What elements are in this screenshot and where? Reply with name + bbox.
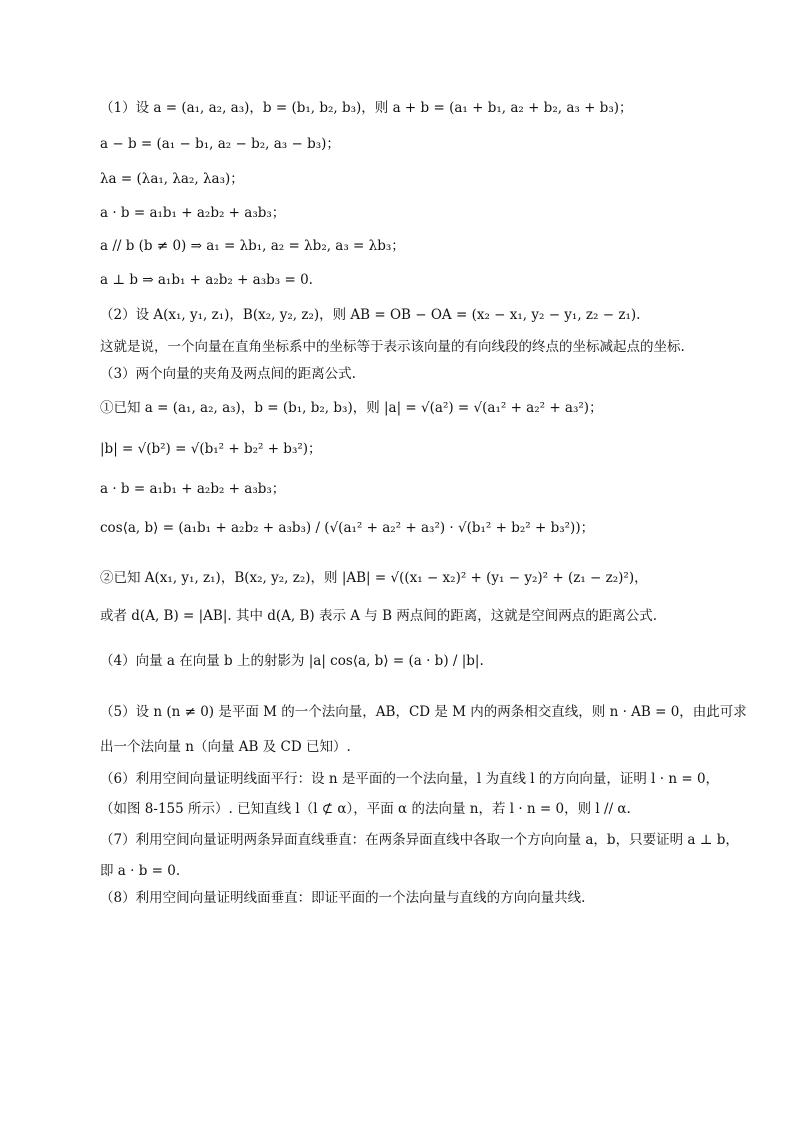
text-line-13: cos⟨a, b⟩ = (a₁b₁ + a₂b₂ + a₃b₃) / (√(a₁² + a₂² + a₃²) · √(b₁² + b₂² + b₃²))；	[100, 520, 595, 536]
text-line-21: （7）利用空间向量证明两条异面直线垂直：在两条异面直线中各取一个方向向量 a，b，只要证明 a ⊥ b，	[100, 832, 739, 848]
text-line-23: （8）利用空间向量证明线面垂直：即证平面的一个法向量与直线的方向向量共线.	[100, 890, 586, 906]
text-line-16: （4）向量 a 在向量 b 上的射影为 |a| cos⟨a, b⟩ = (a · b) / |b|.	[100, 653, 484, 669]
text-line-6: a ⊥ b ⇒ a₁b₁ + a₂b₂ + a₃b₃ = 0.	[100, 272, 313, 288]
text-line-22: 即 a · b = 0.	[100, 863, 181, 879]
text-line-5: a // b (b ≠ 0) ⇒ a₁ = λb₁, a₂ = λb₂, a₃ = λb₃；	[100, 238, 405, 254]
text-line-14: ②已知 A(x₁, y₁, z₁)，B(x₂, y₂, z₂)，则 |AB| = √((x₁ − x₂)² + (y₁ − y₂)² + (z₁ − z₂)²)，	[100, 570, 648, 586]
text-line-12: a · b = a₁b₁ + a₂b₂ + a₃b₃；	[100, 481, 286, 497]
text-line-7: （2）设 A(x₁, y₁, z₁)，B(x₂, y₂, z₂)，则 AB = OB − OA = (x₂ − x₁, y₂ − y₁, z₂ − z₁).	[100, 307, 641, 323]
text-line-19: （6）利用空间向量证明线面平行：设 n 是平面的一个法向量，l 为直线 l 的方向向量，证明 l · n = 0，	[100, 771, 720, 787]
text-line-1: （1）设 a = (a₁, a₂, a₃)，b = (b₁, b₂, b₃)，则 a + b = (a₁ + b₁, a₂ + b₂, a₃ + b₃)；	[100, 100, 633, 116]
text-line-10: ①已知 a = (a₁, a₂, a₃)，b = (b₁, b₂, b₃)，则 |a| = √(a²) = √(a₁² + a₂² + a₃²)；	[100, 400, 603, 416]
text-line-8: 这就是说，一个向量在直角坐标系中的坐标等于表示该向量的有向线段的终点的坐标减起点的坐标.	[100, 339, 685, 355]
text-line-15: 或者 d(A, B) = |AB|. 其中 d(A, B) 表示 A 与 B 两点间的距离，这就是空间两点的距离公式.	[100, 608, 658, 624]
text-line-11: |b| = √(b²) = √(b₁² + b₂² + b₃²)；	[100, 441, 322, 457]
text-line-9: （3）两个向量的夹角及两点间的距离公式.	[100, 366, 356, 382]
text-line-2: a − b = (a₁ − b₁, a₂ − b₂, a₃ − b₃)；	[100, 136, 340, 152]
text-line-3: λa = (λa₁, λa₂, λa₃)；	[100, 171, 244, 187]
text-line-17: （5）设 n (n ≠ 0) 是平面 M 的一个法向量，AB，CD 是 M 内的两条相交直线，则 n · AB = 0，由此可求	[100, 704, 747, 720]
text-line-20: （如图 8-155 所示）. 已知直线 l（l ⊄ α），平面 α 的法向量 n，若 l · n = 0，则 l // α.	[100, 801, 631, 817]
text-line-4: a · b = a₁b₁ + a₂b₂ + a₃b₃；	[100, 205, 286, 221]
text-line-18: 出一个法向量 n（向量 AB 及 CD 已知）.	[100, 739, 351, 755]
